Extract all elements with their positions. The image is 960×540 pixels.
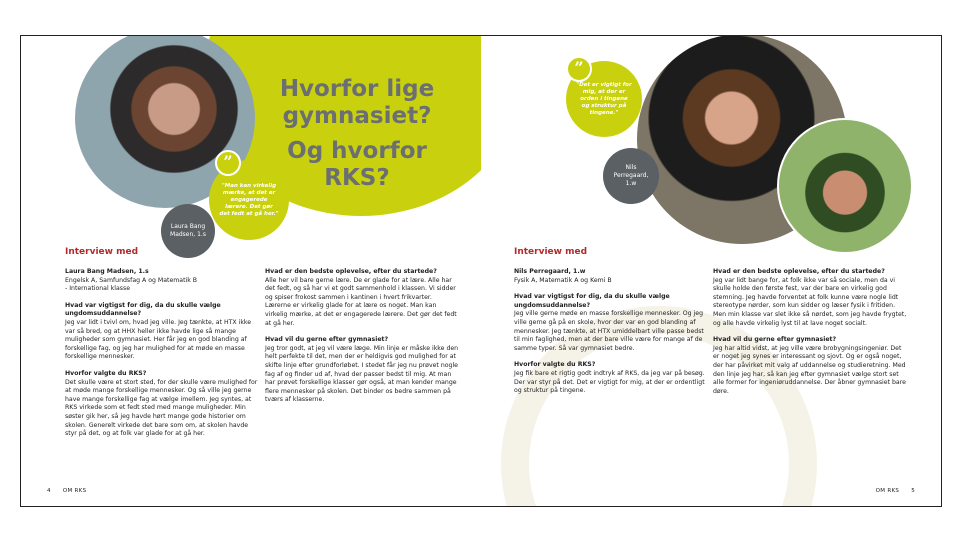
nils-question-1: Hvad var vigtigst for dig, da du skulle vælge ungdomsuddannelse? bbox=[514, 293, 670, 309]
laura-answer-4: Jeg tror godt, at jeg vil være læge. Min linje er måske ikke den helt perfekte til det, men der er heldigvis god mulighed for at skifte linje efter grundforløbet. I stedet får jeg nu prøvet nogle fag af og finder ud af, hvad der passer bedst til mig. At man har prøvet forskellige klasser gør også, at man kender mange flere mennesker på skolen. Det binder os bedre sammen på tværs af klasserne. bbox=[265, 344, 459, 404]
laura-program: - International klasse bbox=[65, 285, 131, 293]
nils-answer-2: Jeg fik bare et rigtig godt indtryk af RKS, da jeg var på besøg. Der var styr på det. Det er vigtigt for mig, at der er ordentligt og struktur på tingene. bbox=[514, 369, 705, 395]
nils-question-3: Hvad er den bedste oplevelse, efter du startede? bbox=[713, 268, 885, 275]
nils-family-photo bbox=[777, 118, 913, 254]
nils-interviewee: Nils Perregaard, 1.w bbox=[514, 268, 586, 275]
laura-subjects: Engelsk A, Samfundsfag A og Matematik B bbox=[65, 276, 198, 284]
nils-question-2: Hvorfor valgte du RKS? bbox=[514, 361, 596, 369]
laura-interviewee: Laura Bang Madsen, 1.s bbox=[65, 268, 149, 275]
nils-name-disc-text: Nils Perregaard, 1.w bbox=[613, 164, 649, 187]
right-page-number: 5 bbox=[911, 488, 915, 494]
headline-line-1: Hvorfor lige gymnasiet? bbox=[279, 76, 435, 129]
left-column-1 bbox=[65, 268, 259, 445]
nils-question-4: Hvad vil du gerne efter gymnasiet? bbox=[713, 336, 837, 344]
nils-answer-1: Jeg ville gerne møde en masse forskellige mennesker. Og jeg ville gerne gå på en skole, hvor der var en god blanding af mennesker. Jeg tænkte, at HTX umiddelbart ville passe bedst til min faglighed, men at der bare ville være for mange af de samme typer. Så var gymnasiet bedre. bbox=[514, 310, 704, 352]
left-page-number: 4 bbox=[47, 488, 51, 494]
laura-quote-text: "Man kan virkelig mærke, at det er engagerede lærere. Det gør det fedt at gå her." bbox=[219, 182, 279, 217]
left-footer-label: OM RKS bbox=[62, 488, 87, 494]
nils-subjects: Fysik A, Matematik A og Kemi B bbox=[514, 276, 612, 284]
right-footer-label: OM RKS bbox=[875, 488, 900, 494]
laura-answer-3: Alle her vil bare gerne lære. De er glade for at lære. Alle har det fedt, og så har vi et godt sammenhold i klassen. Vi sidder og spiser frokost sammen i kantinen i hvert frikvarter. Lærerne er virkelig glade for at lære os noget. Man kan virkelig mærke, at det er engagerede lærere. Det gør det fedt at gå her. bbox=[265, 276, 457, 327]
nils-quote-text: "Det er vigtigt for mig, at der er orden i tingene og struktur på tingene." bbox=[576, 81, 632, 116]
headline-line-2: Og hvorfor RKS? bbox=[287, 138, 427, 191]
left-footer bbox=[47, 488, 86, 494]
laura-question-2: Hvorfor valgte du RKS? bbox=[65, 369, 147, 377]
nils-name-disc bbox=[603, 148, 659, 204]
nils-answer-4: Jeg har altid vidst, at jeg ville være brobygningsingeniør. Det er noget jeg synes er interessant og sjovt. Og er også noget, der har påvirket mit valg af uddannelse og studieretning. Med den linje jeg har, så kan jeg efter gymnasiet vælge stort set alle former for ingeniøruddannelse. Der åbner gymnasiet bare døre. bbox=[713, 344, 906, 395]
page-headline bbox=[257, 76, 457, 192]
nils-answer-3: Jeg var lidt bange for, at folk ikke var så sociale, men da vi skulle holde den første fest, var der bare en virkelig god stemning. Jeg havde forventet at folk kunne være nogle lidt stereotype nørder, som kun sidder og læser fysik i fritiden. Men min klasse var slet ikke så nørdet, som jeg havde frygtet, og alle havde virkelig lyst til at lave noget socialt. bbox=[713, 276, 907, 327]
laura-answer-1: Jeg var lidt i tvivl om, hvad jeg ville. Jeg tænkte, at HTX ikke var så bred, og at HHX heller ikke havde lige så mange muligheder som gymnasiet. Her får jeg en god blanding af forskellige fag, og jeg har mulighed for at møde en masse forskellige mennesker. bbox=[65, 318, 252, 361]
quote-mark-icon: ” bbox=[215, 150, 241, 176]
left-section-title: Interview med bbox=[65, 247, 139, 257]
left-column-2 bbox=[265, 268, 459, 411]
laura-question-4: Hvad vil du gerne efter gymnasiet? bbox=[265, 336, 389, 344]
right-column-2 bbox=[713, 268, 907, 402]
right-section-title: Interview med bbox=[514, 247, 588, 257]
right-column-1 bbox=[514, 268, 708, 402]
laura-name-disc bbox=[161, 204, 215, 258]
laura-question-1: Hvad var vigtigst for dig, da du skulle vælge ungdomsuddannelse? bbox=[65, 301, 221, 318]
laura-name-disc-text: Laura Bang Madsen, 1.s bbox=[170, 223, 206, 238]
right-footer bbox=[876, 488, 915, 494]
laura-question-3: Hvad er den bedste oplevelse, efter du startede? bbox=[265, 268, 437, 275]
magazine-spread bbox=[20, 35, 942, 507]
quote-mark-icon: ” bbox=[566, 56, 592, 82]
laura-answer-2: Det skulle være et stort sted, for der skulle være mulighed for at møde mange forskellige mennesker. Og så ville jeg gerne have mange forskellige fag at vælge imellem. Jeg syntes, at RKS virkede som et fedt sted med mange muligheder. Min søster gik her, så jeg havde hørt mange gode historier om skolen. Generelt virkede det bare som om, at skolen havde styr på det, og at folk var glade for at gå her. bbox=[65, 378, 258, 438]
left-page bbox=[21, 36, 481, 506]
